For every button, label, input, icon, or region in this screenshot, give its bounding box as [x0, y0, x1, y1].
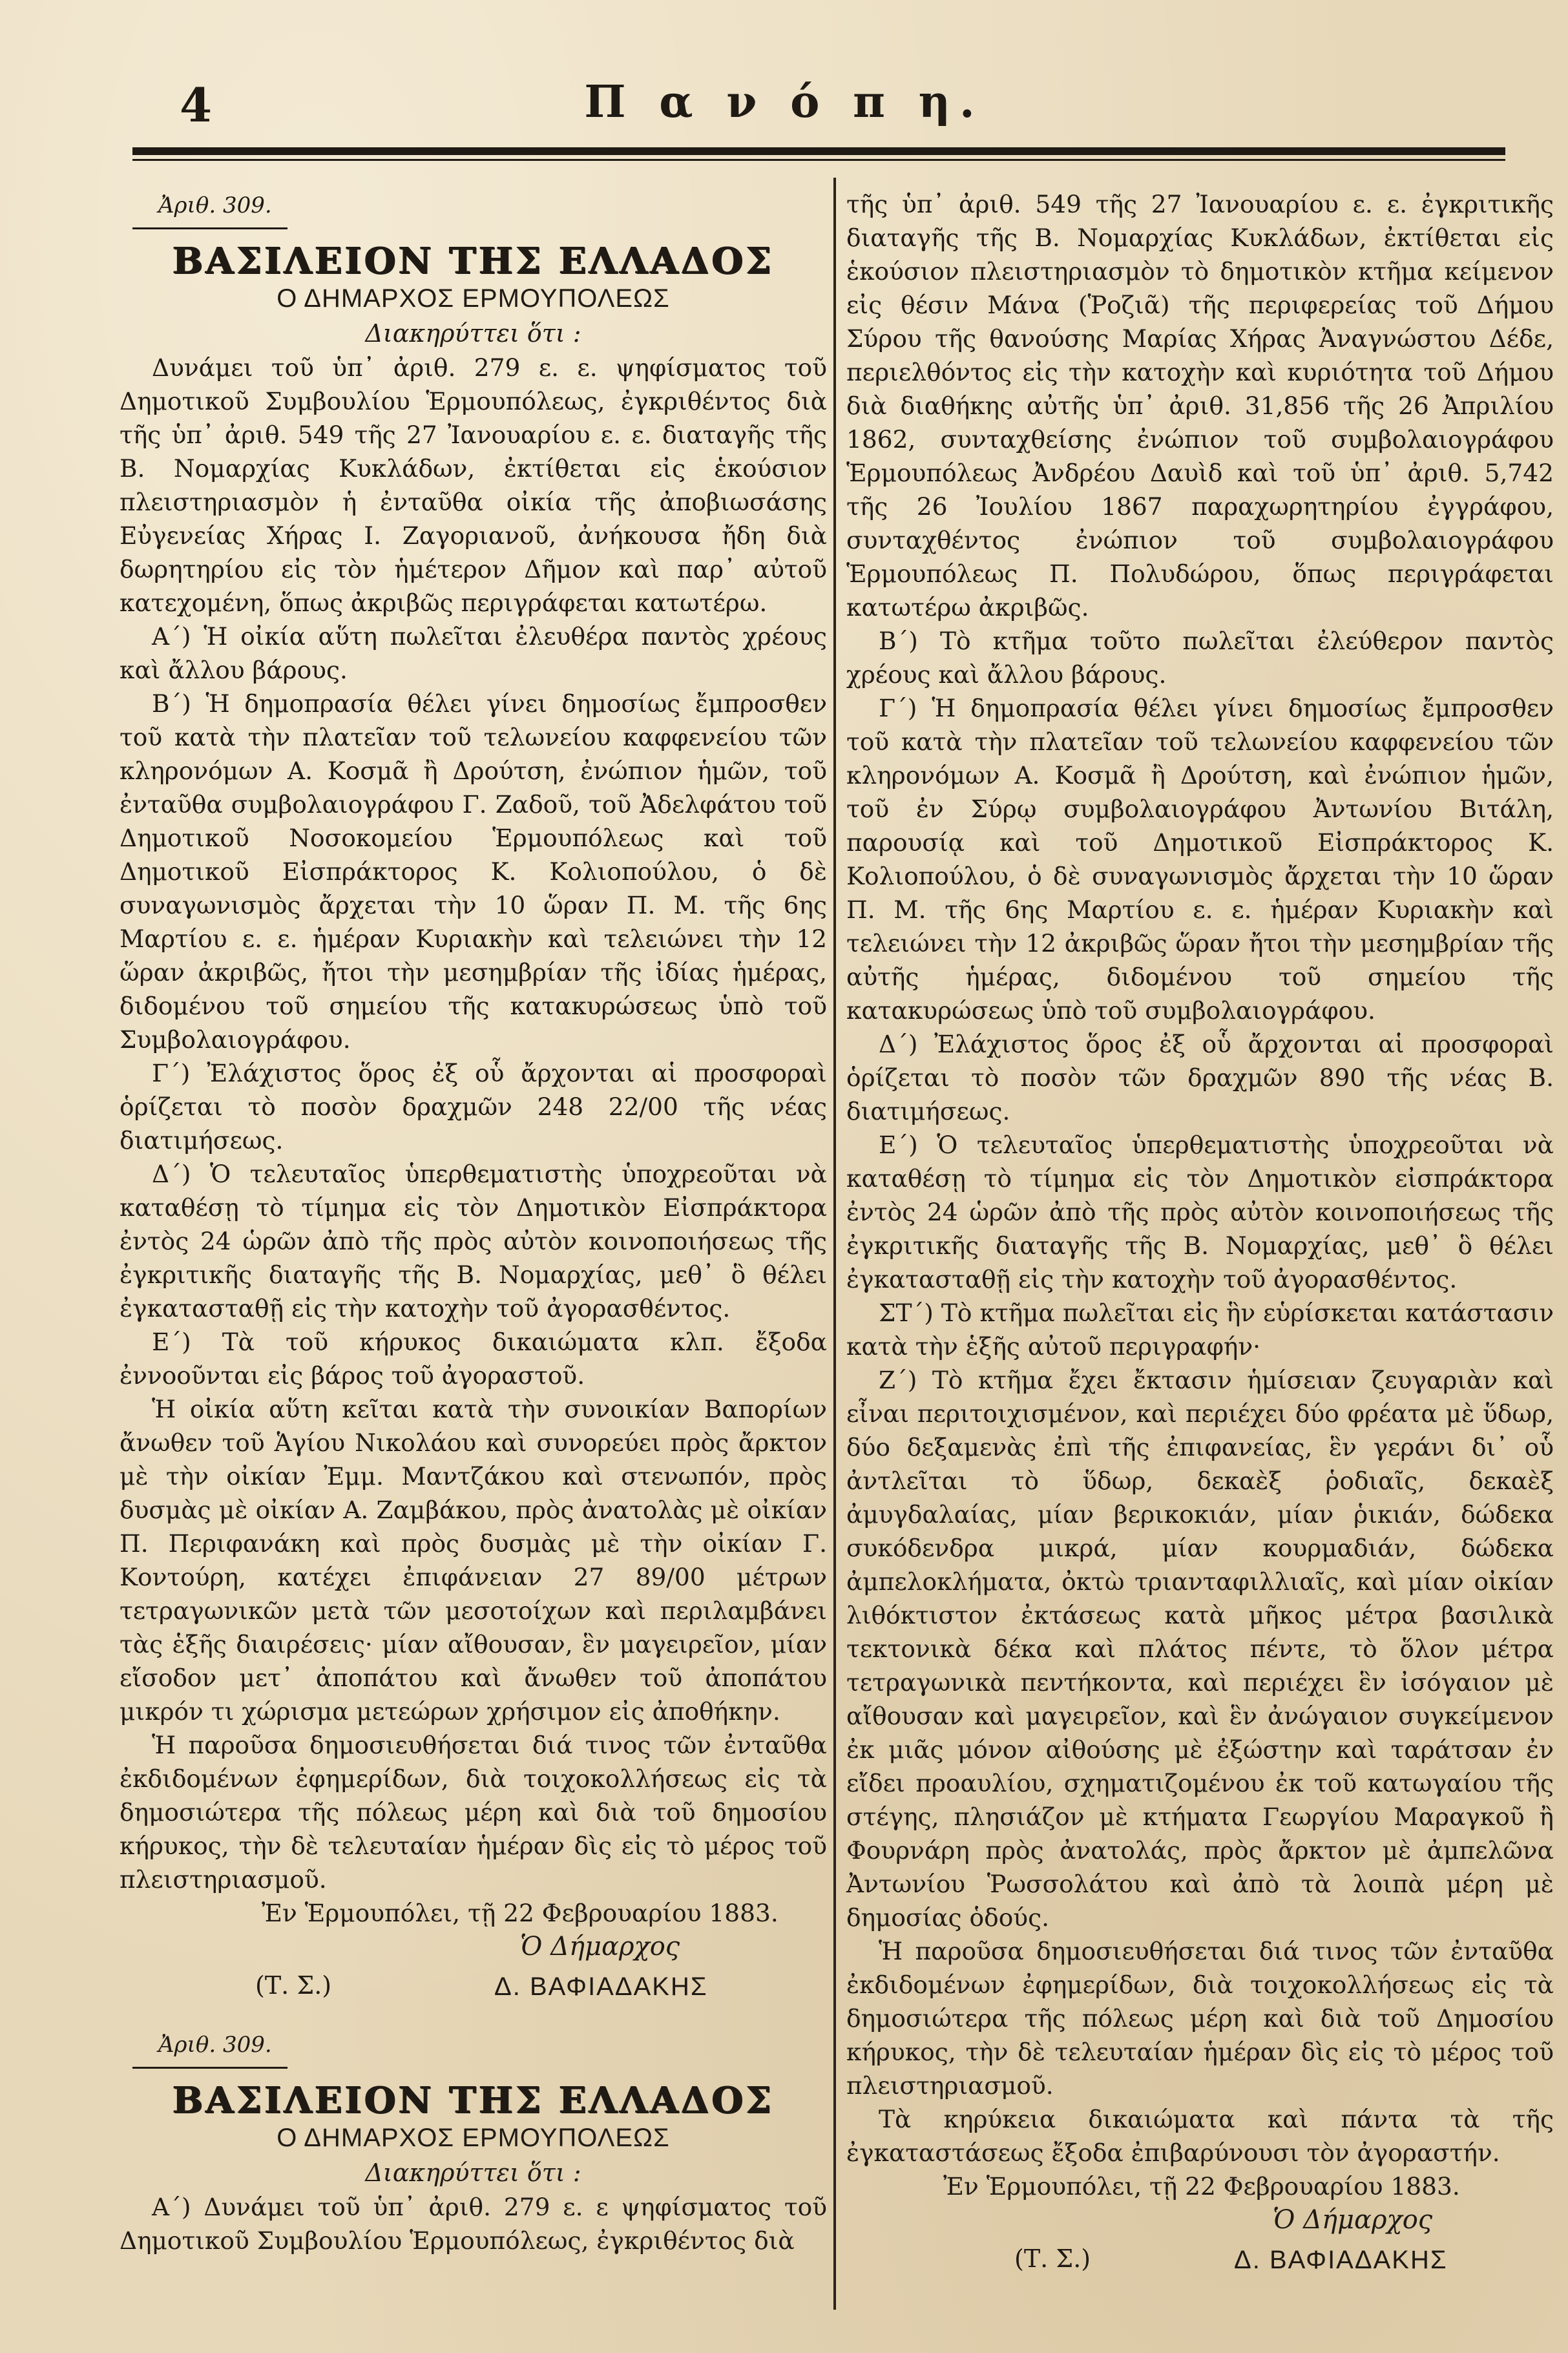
paragraph: Γ΄) Ἡ δημοπρασία θέλει γίνει δημοσίως ἔμπροσθεν τοῦ κατὰ τὴν πλατεῖαν τοῦ τελωνείου καφφενείου τῶν κληρονόμων Α. Κοσμᾶ ἢ Δρούτση, καὶ ἐνώπιον ἡμῶν, τοῦ ἐν Σύρῳ συμβολαιογράφου Ἀντωνίου Βιτάλη, παρουσίᾳ καὶ τοῦ Δημοτικοῦ Εἰσπράκτορος Κ. Κολιοπούλου, ὁ δὲ συναγωνισμὸς ἄρχεται τὴν 10 ὥραν Π. Μ. τῆς 6ης Μαρτίου ε. ε. ἡμέραν Κυριακὴν καὶ τελειώνει τὴν 12 ἀκριβῶς ὥραν ἤτοι τὴν μεσημβρίαν τῆς αὐτῆς ἡμέρας, διδομένου τοῦ σημείου τῆς κατακυρώσεως ὑπὸ τοῦ συμβολαιογράφου.: [846, 694, 1554, 1025]
paragraph: Δυνάμει τοῦ ὑπ᾽ ἀριθ. 279 ε. ε. ψηφίσματος τοῦ Δημοτικοῦ Συμβουλίου Ἑρμουπόλεως, ἐγκριθέντος διὰ τῆς ὑπ᾽ ἀριθ. 549 τῆς 27 Ἰανουαρίου ε. ε. διαταγῆς τῆς Β. Νομαρχίας Κυκλάδων, ἐκτίθεται εἰς ἑκούσιον πλειστηριασμὸν ἡ ἐνταῦθα οἰκία τῆς ἀποβιωσάσης Εὐγενείας Χήρας Ι. Ζαγοριανοῦ, ἀνήκουσα ἤδη διὰ δωρητηρίου εἰς τὸν ἡμέτερον Δῆμον καὶ παρ᾽ αὐτοῦ κατεχομένη, ὅπως ἀκριβῶς περιγράφεται κατωτέρω.: [120, 353, 827, 617]
signature-title: Ὁ Δήμαρχος: [1273, 2205, 1433, 2235]
proclaims-line: Διακηρύττει ὅτι :: [365, 2159, 581, 2187]
signature-block: [120, 1930, 827, 2027]
notice-number: Ἀριθ. 309.: [158, 193, 272, 218]
paragraph: Β΄) Ἡ δημοπρασία θέλει γίνει δημοσίως ἔμπροσθεν τοῦ κατὰ τὴν πλατεῖαν τοῦ τελωνείου καφφενείου τῶν κληρονόμων Α. Κοσμᾶ ἢ Δρούτση, ἐνώπιον ἡμῶν, τοῦ ἐνταῦθα συμβολαιογράφου Γ. Ζαδοῦ, τοῦ Ἀδελφάτου τοῦ Δημοτικοῦ Νοσοκομείου Ἑρμουπόλεως καὶ τοῦ Δημοτικοῦ Εἰσπράκτορος Κ. Κολιοπούλου, ὁ δὲ συναγωνισμὸς ἄρχεται τὴν 10 ὥραν Π. Μ. τῆς 6ης Μαρτίου ε. ε. ἡμέραν Κυριακὴν καὶ τελειώνει τὴν 12 ὥραν ἀκριβῶς, ἤτοι τὴν μεσημβρίαν τῆς ἰδίας ἡμέρας, διδομένου τοῦ σημείου τῆς κατακυρώσεως ὑπὸ τοῦ Συμβολαιογράφου.: [120, 689, 827, 1054]
paragraph: Γ΄) Ἐλάχιστος ὅρος ἐξ οὗ ἄρχονται αἱ προσφοραὶ ὁρίζεται τὸ ποσὸν δραχμῶν 248 22/00 τῆς νέας διατιμήσεως.: [120, 1059, 827, 1155]
date-line: Ἐν Ἑρμουπόλει, τῇ 22 Φεβρουαρίου 1883.: [943, 2172, 1460, 2201]
kingdom-heading: ΒΑΣΙΛΕΙΟΝ ΤΗΣ ΕΛΛΑΔΟΣ: [172, 240, 774, 282]
paragraph: Ἡ οἰκία αὕτη κεῖται κατὰ τὴν συνοικίαν Βαπορίων ἄνωθεν τοῦ Ἁγίου Νικολάου καὶ συνορεύει πρὸς ἄρκτον μὲ τὴν οἰκίαν Ἐμμ. Μαντζάκου καὶ στενωπόν, πρὸς δυσμὰς μὲ οἰκίαν Α. Ζαμβάκου, πρὸς ἀνατολὰς μὲ οἰκίαν Π. Περιφανάκη καὶ πρὸς δυσμὰς μὲ τὴν οἰκίαν Γ. Κοντούρη, κατέχει ἐπιφάνειαν 27 89/00 μέτρων τετραγωνικῶν μετὰ τῶν μεσοτοίχων καὶ περιλαμβάνει τὰς ἑξῆς διαιρέσεις· μίαν αἴθουσαν, ἓν μαγειρεῖον, μίαν εἴσοδον μετ᾽ ἀποπάτου καὶ ἄνωθεν τοῦ ἀποπάτου μικρόν τι χώρισμα μετεώρων χρήσιμον εἰς ἀποθήκην.: [120, 1395, 827, 1726]
paragraph: Τὰ κηρύκεια δικαιώματα καὶ πάντα τὰ τῆς ἐγκαταστάσεως ἔξοδα ἐπιβαρύνουσι τὸν ἀγοραστήν.: [846, 2105, 1554, 2167]
paragraph: Α΄) Δυνάμει τοῦ ὑπ᾽ ἀριθ. 279 ε. ε ψηφίσματος τοῦ Δημοτικοῦ Συμβουλίου Ἑρμουπόλεως, ἐγκριθέντος διὰ: [120, 2193, 827, 2255]
paragraph: τῆς ὑπ᾽ ἀριθ. 549 τῆς 27 Ἰανουαρίου ε. ε. ἐγκριτικῆς διαταγῆς τῆς Β. Νομαρχίας Κυκλάδων, ἐκτίθεται εἰς ἑκούσιον πλειστηριασμὸν τὸ δημοτικὸν κτῆμα κείμενον εἰς θέσιν Μάνα (Ῥοζιᾶ) τῆς περιφερείας τοῦ Δήμου Σύρου τῆς θανούσης Μαρίας Χήρας Ἀναγνώστου Δέδε, περιελθόντος εἰς τὴν κατοχὴν καὶ κυριότητα τοῦ Δήμου διὰ διαθήκης αὐτῆς ὑπ᾽ ἀριθ. 31,856 τῆς 26 Ἀπριλίου 1862, συνταχθείσης ἐνώπιον τοῦ συμβολαιογράφου Ἑρμουπόλεως Ἀνδρέου Δαυὶδ καὶ τοῦ ὑπ᾽ ἀριθ. 5,742 τῆς 26 Ἰουλίου 1867 παραχωρητηρίου ἐγγράφου, συνταχθέντος ἐνώπιον τοῦ συμβολαιογράφου Ἑρμουπόλεως Π. Πολυδώρου, ὅπως περιγράφεται κατωτέρω ἀκριβῶς.: [846, 190, 1554, 622]
paragraph: Δ΄) Ἐλάχιστος ὅρος ἐξ οὗ ἄρχονται αἱ προσφοραὶ ὁρίζεται τὸ ποσὸν τῶν δραχμῶν 890 τῆς νέας Β. διατιμήσεως.: [846, 1030, 1554, 1125]
header-rule-thick: [132, 147, 1505, 155]
paragraph: Α΄) Ἡ οἰκία αὕτη πωλεῖται ἐλευθέρα παντὸς χρέους καὶ ἄλλου βάρους.: [120, 622, 827, 684]
signature-block: [846, 2203, 1554, 2300]
paragraph: Β΄) Τὸ κτῆμα τοῦτο πωλεῖται ἐλεύθερον παντὸς χρέους καὶ ἄλλου βάρους.: [846, 627, 1554, 689]
notice-number-rule: [132, 2067, 287, 2069]
notice-2: [120, 2027, 827, 2257]
seal-mark: (Τ. Σ.): [255, 1971, 332, 2000]
paragraph: Ἡ παροῦσα δημοσιευθήσεται διά τινος τῶν ἐνταῦθα ἐκδιδομένων ἐφημερίδων, διὰ τοιχοκολλήσεως εἰς τὰ δημοσιώτερα τῆς πόλεως μέρη καὶ διὰ τοῦ Δημοσίου κήρυκος, τὴν δὲ τελευταίαν ἡμέραν δὶς εἰς τὸ μέρος τοῦ πλειστηριασμοῦ.: [846, 1937, 1554, 2100]
paragraph: Δ΄) Ὁ τελευταῖος ὑπερθεματιστὴς ὑποχρεοῦται νὰ καταθέσῃ τὸ τίμημα εἰς τὸν Δημοτικὸν Εἰσπράκτορα ἐντὸς 24 ὡρῶν ἀπὸ τῆς πρὸς αὐτὸν κοινοποιήσεως τῆς ἐγκριτικῆς διαταγῆς τῆς Β. Νομαρχίας, μεθ᾽ ὃ θέλει ἐγκατασταθῇ εἰς τὴν κατοχὴν τοῦ ἀγορασθέντος.: [120, 1160, 827, 1323]
notice-number: Ἀριθ. 309.: [158, 2032, 272, 2058]
right-column: [846, 187, 1554, 2300]
date-line: Ἐν Ἑρμουπόλει, τῇ 22 Φεβρουαρίου 1883.: [262, 1899, 779, 1927]
paragraph: Ε΄) Ὁ τελευταῖος ὑπερθεματιστὴς ὑποχρεοῦται νὰ καταθέσῃ τὸ τίμημα εἰς τὸν Δημοτικὸν εἰσπράκτορα ἐντὸς 24 ὡρῶν ἀπὸ τῆς πρὸς αὐτὸν κοινοποιήσεως τῆς ἐγκριτικῆς διαταγῆς τῆς Β. Νομαρχίας, μεθ᾽ ὃ θέλει ἐγκατασταθῇ εἰς τὴν κατοχὴν τοῦ ἀγορασθέντος.: [846, 1131, 1554, 1293]
page-number: 4: [180, 78, 214, 132]
column-divider: [833, 178, 836, 2310]
mayor-heading: Ο ΔΗΜΑΡΧΟΣ ΕΡΜΟΥΠΟΛΕΩΣ: [277, 284, 670, 313]
notice-number-rule: [132, 227, 287, 229]
mayor-heading: Ο ΔΗΜΑΡΧΟΣ ΕΡΜΟΥΠΟΛΕΩΣ: [277, 2124, 670, 2152]
seal-mark: (Τ. Σ.): [1014, 2244, 1091, 2273]
paragraph: Ἡ παροῦσα δημοσιευθήσεται διά τινος τῶν ἐνταῦθα ἐκδιδομένων ἐφημερίδων, διὰ τοιχοκολλήσεως εἰς τὰ δημοσιώτερα τῆς πόλεως μέρη καὶ διὰ τοῦ δημοσίου κήρυκος, τὴν δὲ τελευταίαν ἡμέραν δὶς εἰς τὸ μέρος τοῦ πλειστηριασμοῦ.: [120, 1731, 827, 1894]
signature-title: Ὁ Δήμαρχος: [520, 1932, 680, 1961]
signature-name: Δ. ΒΑΦΙΑΔΑΚΗΣ: [1234, 2246, 1448, 2274]
header-rule-thin: [132, 159, 1505, 161]
left-column: [120, 187, 827, 2257]
proclaims-line: Διακηρύττει ὅτι :: [365, 319, 581, 348]
kingdom-heading: ΒΑΣΙΛΕΙΟΝ ΤΗΣ ΕΛΛΑΔΟΣ: [172, 2079, 774, 2122]
paragraph: ΣΤ΄) Τὸ κτῆμα πωλεῖται εἰς ἣν εὑρίσκεται κατάστασιν κατὰ τὴν ἑξῆς αὐτοῦ περιγραφήν·: [846, 1299, 1554, 1361]
notice-1: [120, 187, 827, 2027]
paragraph: Ζ΄) Τὸ κτῆμα ἔχει ἔκτασιν ἡμίσειαν ζευγαριὰν καὶ εἶναι περιτοιχισμένον, καὶ περιέχει δύο φρέατα μὲ ὕδωρ, δύο δεξαμενὰς ἐπὶ τῆς ἐπιφανείας, ἓν γεράνι δι᾽ οὗ ἀντλεῖται τὸ ὕδωρ, δεκαὲξ ῥοδιαῖς, δεκαὲξ ἀμυγδαλαίας, μίαν βερικοκιάν, μίαν ῥικιάν, δώδεκα συκόδενδρα μικρά, μίαν κουρμαδιάν, δώδεκα ἀμπελοκλήματα, ὀκτὼ τριανταφιλλιαῖς, καὶ μίαν οἰκίαν λιθόκτιστον ἐκτάσεως κατὰ μῆκος μέτρα βασιλικὰ τεκτονικὰ δέκα καὶ πλάτος πέντε, τὸ ὅλον μέτρα τετραγωνικὰ πεντήκοντα, καὶ περιέχει ἓν ἰσόγαιον μὲ αἴθουσαν καὶ μαγειρεῖον, καὶ ἓν ἀνώγαιον συγκείμενον ἐκ μιᾶς μόνον αἰθούσης μὲ ἐξώστην καὶ ταράτσαν ἐν εἴδει προαυλίου, σχηματιζομένου ἐκ τοῦ κατωγαίου τῆς στέγης, πλησιάζον μὲ κτήματα Γεωργίου Μαραγκοῦ ἢ Φουρνάρη πρὸς ἀνατολάς, πρὸς ἄρκτον μὲ ἀμπελῶνα Ἀντωνίου Ῥωσσολάτου καὶ ἀπὸ τὰ λοιπὰ μέρη μὲ δημοσίας ὁδούς.: [846, 1366, 1554, 1932]
paragraph: Ε΄) Τὰ τοῦ κήρυκος δικαιώματα κλπ. ἔξοδα ἐννοοῦνται εἰς βάρος τοῦ ἀγοραστοῦ.: [120, 1328, 827, 1390]
newspaper-title: Π α ν ό π η.: [584, 76, 984, 128]
signature-name: Δ. ΒΑΦΙΑΔΑΚΗΣ: [494, 1972, 708, 2001]
